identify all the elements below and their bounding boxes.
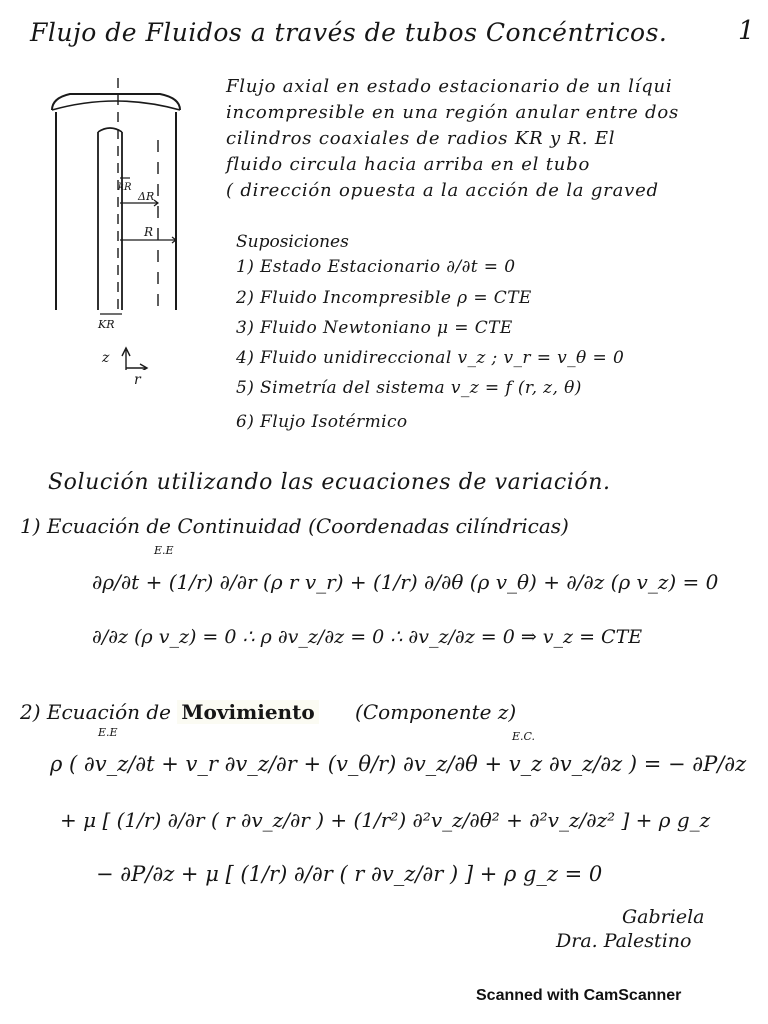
- intro-line: cilindros coaxiales de radios KR y R. El: [226, 128, 616, 149]
- r-axis-arrow: [140, 364, 147, 370]
- intro-line: incompresible en una región anular entre dos: [226, 102, 680, 123]
- label-kr-inner: kR: [118, 182, 132, 193]
- label-axis-r: r: [134, 372, 141, 388]
- label-r-outer: R: [144, 225, 154, 239]
- page-title: Flujo de Fluidos a través de tubos Concéntricos.: [30, 18, 668, 47]
- outer-tube-rim: [52, 101, 180, 110]
- label-delta-r: ΔR: [138, 190, 155, 203]
- assumption-item: 2) Fluido Incompresible ρ = CTE: [236, 288, 532, 308]
- signature-name: Gabriela: [622, 906, 705, 928]
- steady-state-note: E.E: [154, 544, 174, 557]
- label-kr-bottom: KR: [98, 318, 115, 331]
- motion-equation-line2: + μ [ (1/r) ∂/∂r ( r ∂v_z/∂r ) + (1/r²) ∂²v_z/∂θ² + ∂²v_z/∂z² ] + ρ g_z: [60, 808, 711, 832]
- signature-title: Dra. Palestino: [556, 930, 692, 952]
- motion-continuity-note: E.C.: [512, 730, 536, 743]
- motion-heading-highlight: Movimiento: [177, 700, 318, 724]
- assumption-item: 1) Estado Estacionario ∂/∂t = 0: [236, 257, 516, 277]
- page-number: 1: [738, 16, 755, 46]
- intro-line: Flujo axial en estado estacionario de un líqui: [226, 76, 673, 97]
- motion-heading: [20, 700, 516, 724]
- continuity-heading: 1) Ecuación de Continuidad (Coordenadas cilíndricas): [20, 514, 569, 538]
- assumptions-title: Suposiciones: [236, 232, 349, 252]
- motion-steady-note: E.E: [98, 726, 118, 739]
- scanner-watermark: Scanned with CamScanner: [476, 987, 682, 1004]
- assumption-item: 3) Fluido Newtoniano μ = CTE: [236, 318, 513, 338]
- assumption-item: 4) Fluido unidireccional v_z ; v_r = v_θ = 0: [236, 348, 625, 368]
- concentric-tubes-diagram: [30, 70, 200, 370]
- intro-line: fluido circula hacia arriba en el tubo: [226, 154, 591, 175]
- continuity-result: ∂/∂z (ρ v_z) = 0 ∴ ρ ∂v_z/∂z = 0 ∴ ∂v_z/∂z = 0 ⇒ v_z = CTE: [92, 626, 643, 648]
- assumption-item: 5) Simetría del sistema v_z = f (r, z, θ): [236, 378, 582, 398]
- label-axis-z: z: [102, 350, 110, 366]
- motion-equation-result: − ∂P/∂z + μ [ (1/r) ∂/∂r ( r ∂v_z/∂r ) ] + ρ g_z = 0: [96, 862, 603, 886]
- motion-heading-suffix: (Componente z): [355, 700, 517, 724]
- motion-equation-line1: ρ ( ∂v_z/∂t + v_r ∂v_z/∂r + (v_θ/r) ∂v_z/∂θ + v_z ∂v_z/∂z ) = − ∂P/∂z: [50, 752, 747, 776]
- motion-heading-prefix: 2) Ecuación de: [20, 700, 172, 724]
- continuity-equation: ∂ρ/∂t + (1/r) ∂/∂r (ρ r v_r) + (1/r) ∂/∂θ (ρ v_θ) + ∂/∂z (ρ v_z) = 0: [92, 570, 719, 594]
- solution-heading: Solución utilizando las ecuaciones de variación.: [48, 470, 611, 495]
- assumption-item: 6) Flujo Isotérmico: [236, 412, 408, 432]
- intro-line: ( dirección opuesta a la acción de la graved: [226, 180, 659, 201]
- outer-tube-top: [52, 94, 180, 110]
